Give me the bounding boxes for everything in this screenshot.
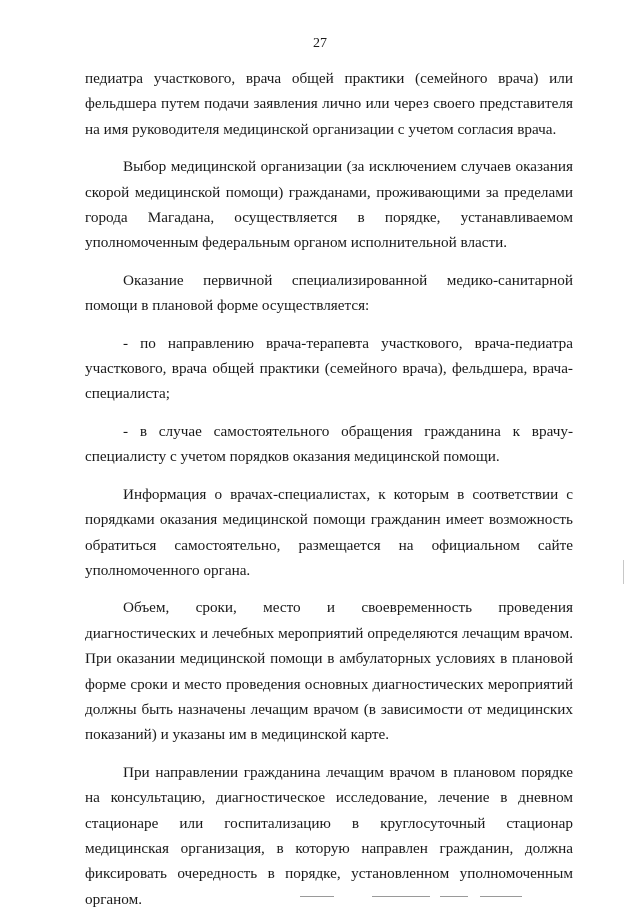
page-number: 27 [313,36,327,51]
scan-artifact-line [440,896,468,897]
paragraph-continuation: педиатра участкового, врача общей практики (семейного врача) или фельдшера путем подачи заявления лично или через своего представителя на имя руководителя медицинской организации с учетом согласия врача. [85,70,573,138]
scan-artifact-line [480,896,522,897]
paragraph-specialist-info: Информация о врачах-специалистах, к которым в соответствии с порядками оказания медицинской помощи гражданин имеет возможность обратиться самостоятельно, размещается на официальном сайте уполномоченного органа. [85,485,573,579]
document-body [85,66,573,924]
scan-artifact-line [372,896,430,897]
paragraph-queue: При направлении гражданина лечащим врачом в плановом порядке на консультацию, диагностическое исследование, лечение в дневном стационаре или госпитализацию в круглосуточный стационар медицинская организация, в которую направлен гражданин, должна фиксировать очередность в порядке, установленном уполномоченным органом. [85,763,573,908]
paragraph-clinic-choice: Выбор медицинской организации (за исключением случаев оказания скорой медицинской помощи) гражданами, проживающими за пределами города Магадана, осуществляется в порядке, устанавливаемом уполномоченным федеральным органом исполнительной власти. [85,158,573,252]
list-item-self-referral: - в случае самостоятельного обращения гражданина к врачу-специалисту с учетом порядков оказания медицинской помощи. [85,422,573,466]
scan-artifact-line [300,896,334,897]
paragraph-diagnostics: Объем, сроки, место и своевременность проведения диагностических и лечебных мероприятий определяются лечащим врачом. При оказании медицинской помощи в амбулаторных условиях в плановой форме сроки и место проведения основных диагностических мероприятий должны быть назначены лечащим врачом (в зависимости от медицинских показаний) и указаны им в медицинской карте. [85,599,573,744]
paragraph-specialized-care: Оказание первичной специализированной медико-санитарной помощи в плановой форме осуществляется: [85,271,573,315]
scan-artifact-side-line [623,560,624,584]
list-item-referral: - по направлению врача-терапевта участкового, врача-педиатра участкового, врача общей практики (семейного врача), фельдшера, врача-специалиста; [85,334,573,403]
